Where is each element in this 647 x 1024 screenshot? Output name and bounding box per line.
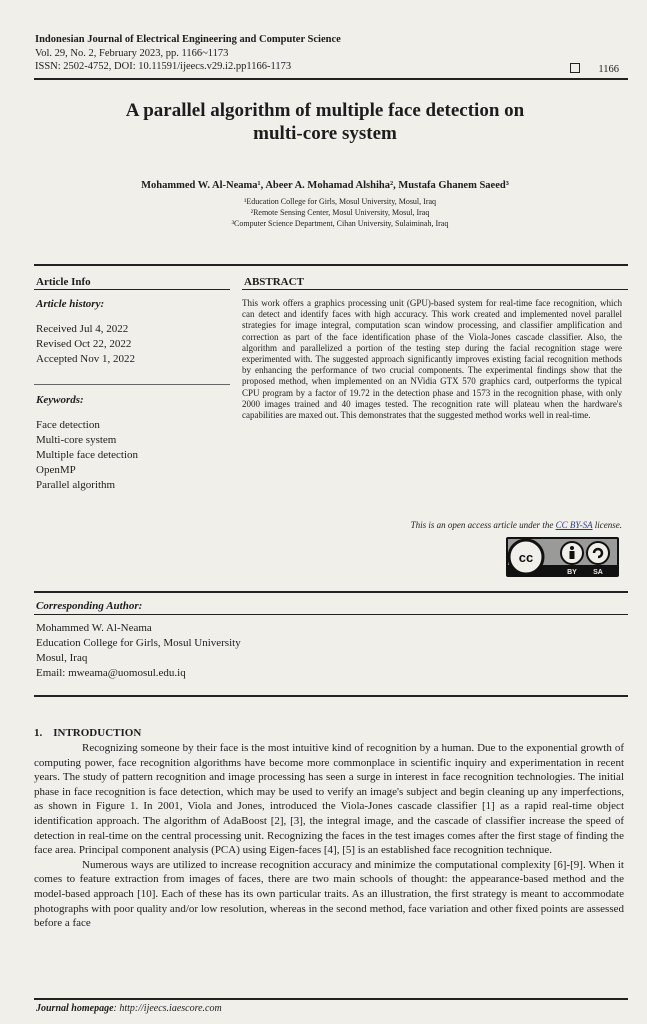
page-number-area: [570, 63, 619, 75]
intro-paragraph-2: Numerous ways are utilized to increase recognition accuracy and minimize the computational complexity [6]-[9]. When it comes to feature extraction from images of faces, there are two main schools of thought: the appearance-based method and the model-based approach [10]. Each of these has its own particular traits. As an illustration, the first strategy is meant to accommodate photographs with poor quality and/or low resolution, whereas in the second method, face variation and other fixed points are assessed before a face: [34, 858, 624, 930]
paper-title: [60, 99, 590, 145]
history-label: Article history:: [36, 298, 105, 310]
footer-rule: [34, 998, 628, 1000]
info-top-rule: [34, 264, 628, 266]
title-line-1: A parallel algorithm of multiple face detection on: [125, 100, 525, 121]
open-access-suffix: license.: [592, 520, 622, 530]
journal-name: Indonesian Journal of Electrical Engineering and Computer Science: [35, 34, 341, 45]
keyword-item: Multiple face detection: [36, 449, 139, 461]
corresponding-city: Mosul, Iraq: [36, 652, 88, 664]
history-rule: [34, 384, 230, 385]
keywords-list: [36, 418, 138, 493]
badge-by: BY: [567, 569, 577, 576]
corresponding-rule: [34, 614, 628, 615]
page-number: 1166: [598, 64, 619, 75]
keyword-item: Parallel algorithm: [36, 479, 116, 491]
badge-sa: SA: [593, 569, 603, 576]
corresponding-bottom-rule: [34, 695, 628, 697]
abstract-rule: [242, 289, 628, 290]
article-info-heading: Article Info: [36, 276, 91, 288]
svg-text:cc: cc: [518, 550, 534, 565]
revised-date: Revised Oct 22, 2022: [36, 338, 132, 350]
open-access-prefix: This is an open access article under the: [410, 520, 556, 530]
header-rule: [34, 78, 628, 80]
intro-paragraph-1: Recognizing someone by their face is the most intuitive kind of recognition by a human. Due to the exponential growth of computing power, face recognition algorithms have become more commonplace in scientific inquiry and experimentation in recent years. The study of pattern recognition and image processing has seen a surge in interest in face recognition technologies. The initial phase in face recognition is face detection, which may be used to verify an image's subject and begin cleaning up any imperfections, as shown in Figure 1. In 2001, Viola and Jones, introduced the Viola-Jones cascade classifier [1] as a rapid real-time object identification approach. The algorithm of AdaBoost [2], [3], the integral image, and the cascade of classifier increase the speed of detection in real-time on the central processing unit. Recognizing the faces in the test images comes after the first stage of finding the face area. Principal component analysis (PCA) using Eigen-faces [4], [5] is an established face recognition technique.: [34, 742, 624, 857]
affiliation-1: ¹Education College for Girls, Mosul University, Mosul, Iraq: [243, 197, 437, 206]
abstract-heading: ABSTRACT: [244, 276, 304, 288]
corresponding-institution: Education College for Girls, Mosul University: [36, 637, 241, 649]
affiliations: [150, 196, 530, 229]
cc-license-badge[interactable]: [506, 537, 619, 577]
affiliation-2: ²Remote Sensing Center, Mosul University, Mosul, Iraq: [250, 208, 430, 217]
homepage-label: Journal homepage: [36, 1003, 114, 1014]
corresponding-heading: Corresponding Author:: [36, 600, 143, 612]
received-date: Received Jul 4, 2022: [36, 323, 129, 335]
article-history: [36, 322, 135, 367]
article-info-rule: [34, 289, 230, 290]
affiliation-3: ³Computer Science Department, Cihan University, Sulaiminah, Iraq: [231, 219, 449, 228]
journal-homepage: [36, 1003, 222, 1014]
keyword-item: OpenMP: [36, 464, 76, 476]
accepted-date: Accepted Nov 1, 2022: [36, 353, 135, 365]
title-line-2: multi-core system: [253, 123, 397, 144]
corresponding-email[interactable]: Email: mweama@uomosul.edu.iq: [36, 667, 186, 679]
license-link[interactable]: CC BY-SA: [555, 520, 593, 530]
keywords-label: Keywords:: [36, 394, 84, 406]
corresponding-name: Mohammed W. Al-Neama: [36, 622, 152, 634]
keyword-item: Face detection: [36, 419, 100, 431]
square-icon: [570, 63, 580, 73]
introduction-body: [34, 741, 624, 931]
corresponding-details: [36, 621, 241, 681]
keyword-item: Multi-core system: [36, 434, 117, 446]
abstract-text: This work offers a graphics processing unit (GPU)-based system for real-time face recognition, which can detect and identify faces with high accuracy. This work created and implemented novel parallel strategies for image integral, computation scan window processing, and classifier amplification and correction as part of the face identification phase of the Viola-Jones cascade classifier. Also, the algorithm and parallelized a portion of the testing step during the facial recognition stage were experimented with. The suggested approach significantly improves existing facial recognition methods by enhancing the performance of two crucial components. The experimental findings show that the proposed method, when implemented on an NVidia GTX 570 graphics card, outperforms the typical CPU program by a factor of 19.72 in the detection phase and 1573 in the recognition phase, with only 2000 images trained and 40 images tested. The recognition rate will plateau when the hardware's capabilities are maxed out. This demonstrates that the suggested method works well in real-time.: [242, 298, 622, 421]
volume-line: Vol. 29, No. 2, February 2023, pp. 1166~1173: [35, 47, 229, 59]
authors: Mohammed W. Al-Neama¹, Abeer A. Mohamad Alshiha², Mustafa Ghanem Saeed³: [141, 180, 509, 191]
issn-line: ISSN: 2502-4752, DOI: 10.11591/ijeecs.v29.i2.pp1166-1173: [35, 61, 292, 72]
journal-header: [35, 33, 341, 74]
cc-badge-icon: [506, 537, 619, 577]
open-access-note: [242, 520, 622, 530]
homepage-url[interactable]: : http://ijeecs.iaescore.com: [113, 1003, 222, 1014]
introduction-heading: 1. INTRODUCTION: [34, 727, 142, 739]
info-bottom-rule: [34, 591, 628, 593]
